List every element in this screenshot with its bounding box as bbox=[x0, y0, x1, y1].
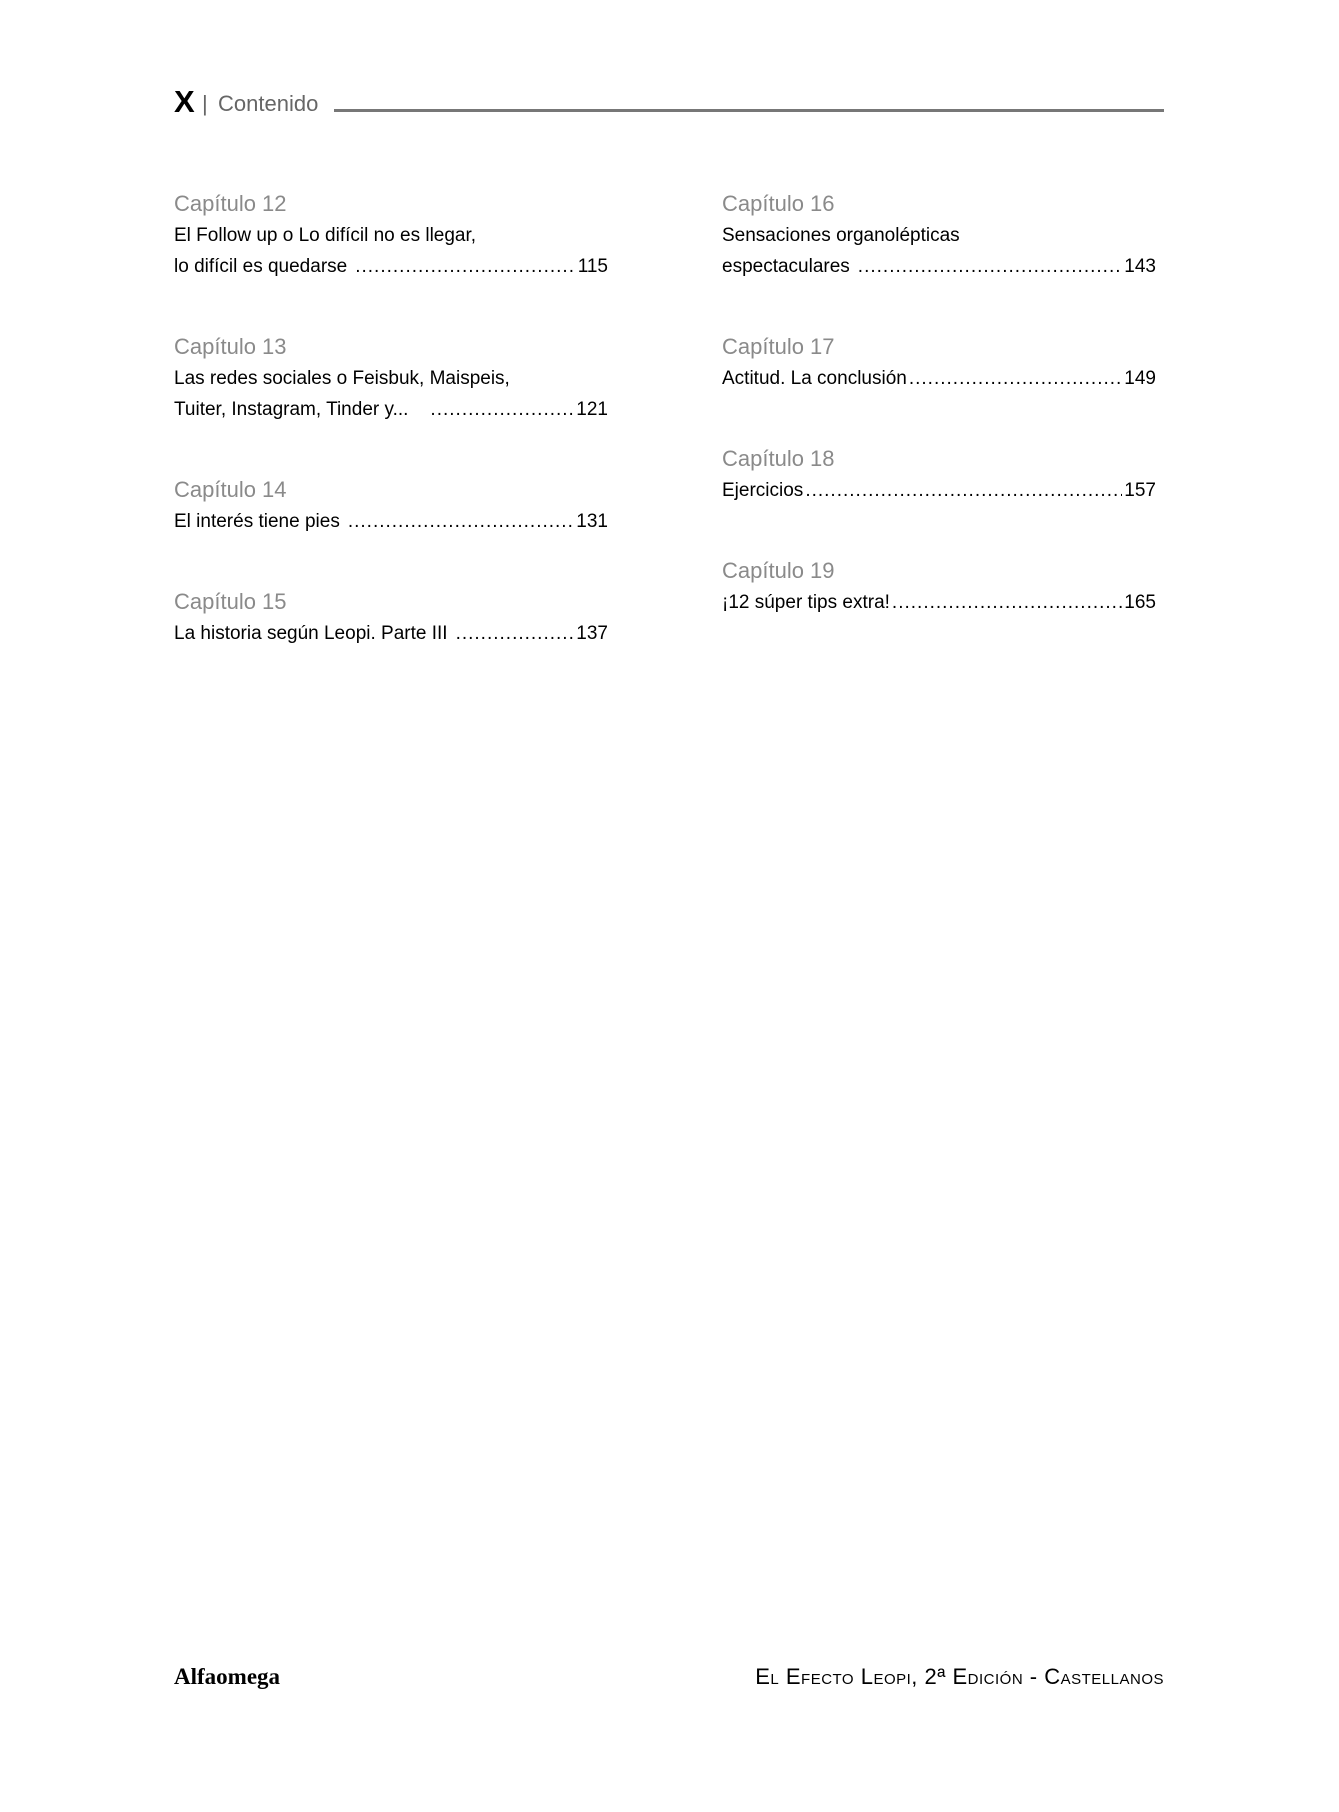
dot-leader bbox=[456, 618, 575, 649]
toc-entry-chapter-13[interactable] bbox=[174, 331, 608, 425]
page-header bbox=[174, 82, 1164, 122]
page-ref: 131 bbox=[576, 511, 608, 532]
header-separator: | bbox=[202, 91, 208, 116]
entry-title: El interés tiene pies bbox=[174, 511, 340, 532]
header-rule bbox=[334, 109, 1164, 112]
page-ref: 137 bbox=[576, 623, 608, 644]
toc-entry-chapter-15[interactable] bbox=[174, 586, 608, 649]
dot-leader bbox=[355, 251, 575, 282]
chapter-label: Capítulo 12 bbox=[174, 191, 287, 216]
chapter-label: Capítulo 14 bbox=[174, 477, 287, 502]
page-ref: 149 bbox=[1124, 368, 1156, 389]
entry-title: ¡12 súper tips extra! bbox=[722, 592, 890, 613]
entry-title-line1: El Follow up o Lo difícil no es llegar, bbox=[174, 225, 477, 246]
chapter-label: Capítulo 17 bbox=[722, 334, 835, 359]
toc-left-column bbox=[174, 188, 608, 698]
entry-title-line1: Las redes sociales o Feisbuk, Maispeis, bbox=[174, 368, 510, 389]
dot-leader bbox=[805, 475, 1122, 506]
toc-right-column bbox=[722, 188, 1156, 667]
dot-leader bbox=[892, 587, 1122, 618]
chapter-label: Capítulo 15 bbox=[174, 589, 287, 614]
toc-entry-chapter-14[interactable] bbox=[174, 474, 608, 537]
entry-title: Actitud. La conclusión bbox=[722, 368, 907, 389]
page-number: X bbox=[174, 84, 195, 119]
section-title: Contenido bbox=[218, 91, 319, 116]
entry-title-line2: Tuiter, Instagram, Tinder y... bbox=[174, 399, 409, 420]
publisher-name: Alfaomega bbox=[174, 1664, 281, 1689]
toc-entry-chapter-16[interactable] bbox=[722, 188, 1156, 282]
dot-leader bbox=[909, 363, 1122, 394]
page-ref: 121 bbox=[576, 399, 608, 420]
page-ref: 115 bbox=[577, 256, 608, 277]
dot-leader bbox=[430, 394, 574, 425]
dot-leader bbox=[348, 506, 574, 537]
toc-entry-chapter-18[interactable] bbox=[722, 443, 1156, 506]
chapter-label: Capítulo 18 bbox=[722, 446, 835, 471]
page-ref: 165 bbox=[1124, 592, 1156, 613]
dot-leader bbox=[858, 251, 1123, 282]
toc-entry-chapter-17[interactable] bbox=[722, 331, 1156, 394]
entry-title-line2: espectaculares bbox=[722, 256, 850, 277]
entry-title-line1: Sensaciones organolépticas bbox=[722, 225, 960, 246]
entry-title: Ejercicios bbox=[722, 480, 804, 501]
entry-title: La historia según Leopi. Parte III bbox=[174, 623, 448, 644]
toc-entry-chapter-19[interactable] bbox=[722, 555, 1156, 618]
book-title-footer: El Efecto Leopi, 2ª Edición - Castellanos bbox=[755, 1664, 1164, 1689]
page-ref: 143 bbox=[1124, 256, 1156, 277]
chapter-label: Capítulo 16 bbox=[722, 191, 835, 216]
chapter-label: Capítulo 19 bbox=[722, 558, 835, 583]
chapter-label: Capítulo 13 bbox=[174, 334, 287, 359]
entry-title-line2: lo difícil es quedarse bbox=[174, 256, 348, 277]
page-ref: 157 bbox=[1124, 480, 1156, 501]
toc-entry-chapter-12[interactable] bbox=[174, 188, 608, 282]
